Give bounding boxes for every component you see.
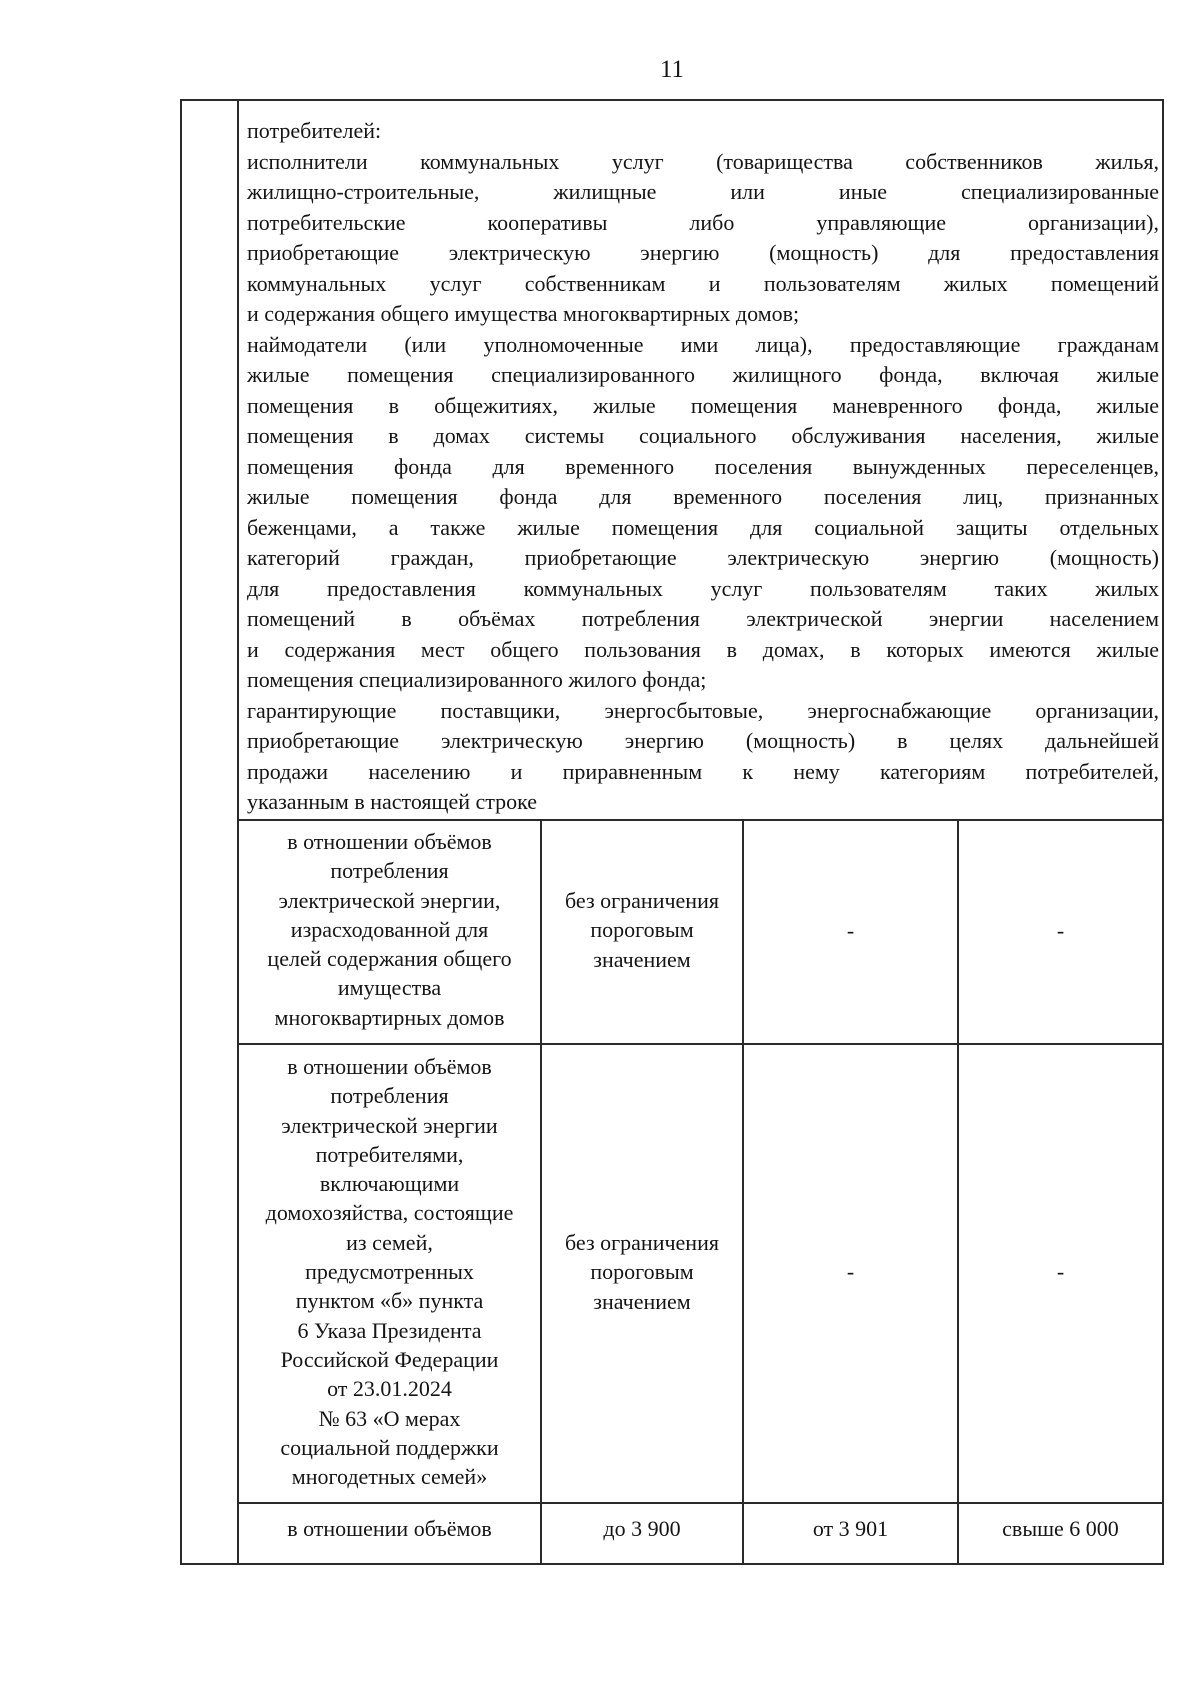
row3-mid-cell (744, 1514, 957, 1543)
text-line: помещения специализированного жилого фонда; (247, 667, 707, 692)
text-line: многодетных семей» (291, 1464, 488, 1490)
text-line: потребителями, (315, 1141, 464, 1167)
dash-value: - (1056, 1259, 1065, 1284)
text-line: помещения фонда для временного поселения вынужденных переселенцев, (247, 453, 1159, 479)
text-line: до 3 900 (603, 1516, 681, 1541)
range-value: свыше 6 000 (1002, 1516, 1119, 1541)
text-line: наймодатели (или уполномоченные ими лица), предоставляющие гражданам (247, 331, 1159, 357)
row2-description-cell (239, 1052, 540, 1491)
text-line: целей содержания общего (267, 946, 512, 972)
text-line: коммунальных услуг собственникам и пользователям жилых помещений (247, 270, 1159, 296)
text-line: потребления (330, 1083, 449, 1109)
text-line: социальной поддержки (280, 1434, 499, 1460)
row1-threshold-cell (542, 886, 742, 974)
row-divider-intro (237, 819, 1164, 821)
text-line: для предоставления коммунальных услуг пользователям таких жилых (247, 575, 1159, 601)
text-line: жилые помещения специализированного жилищного фонда, включая жилые (247, 362, 1159, 387)
text-line: значением (593, 946, 691, 972)
text-line: продажи населению и приравненным к нему категориям потребителей, (247, 758, 1159, 784)
text-line: 6 Указа Президента (297, 1317, 482, 1343)
text-line: указанным в настоящей строке (247, 789, 538, 814)
text-line: № 63 «О мерах (318, 1405, 461, 1431)
text-line: приобретающие электрическую энергию (мощность) для предоставления (247, 240, 1159, 265)
text-line: имущества (337, 975, 442, 1001)
text-line: беженцами, а также жилые помещения для социальной защиты отдельных (247, 514, 1159, 540)
text-line: Российской Федерации (280, 1346, 499, 1372)
text-line: электрической энергии, (278, 887, 501, 913)
text-line: предусмотренных (305, 1259, 474, 1285)
text-line: без ограничения (565, 888, 719, 913)
row-divider-2 (237, 1502, 1164, 1504)
text-line: включающими (319, 1171, 460, 1197)
text-line: и содержания мест общего пользования в домах, в которых имеются жилые (247, 636, 1159, 662)
text-line: жилые помещения фонда для временного поселения лиц, признанных (247, 484, 1159, 509)
text-line: израсходованной для (290, 916, 489, 942)
consumer-categories-text (247, 116, 1159, 818)
row-divider-1 (237, 1043, 1164, 1045)
row1-mid-cell (744, 916, 957, 945)
text-line: многоквартирных домов (274, 1004, 505, 1030)
row2-threshold-cell (542, 1228, 742, 1316)
row1-high-cell (959, 916, 1162, 945)
row3-threshold-cell (542, 1514, 742, 1543)
text-line: и содержания общего имущества многоквартирных домов; (247, 301, 800, 326)
text-line: категорий граждан, приобретающие электрическую энергию (мощность) (247, 545, 1159, 570)
text-line: пунктом «б» пункта (295, 1288, 484, 1314)
text-line: без ограничения (565, 1230, 719, 1255)
row3-description-cell (239, 1514, 540, 1543)
text-line: помещения в домах системы социального обслуживания населения, жилые (247, 423, 1159, 448)
range-value: от 3 901 (812, 1516, 889, 1541)
text-line: значением (593, 1288, 691, 1314)
text-line: потребительские кооперативы либо управляющие организации), (247, 209, 1159, 235)
row2-mid-cell (744, 1257, 957, 1286)
text-line: пороговым (590, 917, 694, 943)
text-line: электрической энергии (281, 1112, 498, 1138)
text-line: в отношении объёмов (287, 1516, 492, 1541)
text-line: домохозяйства, состоящие (265, 1200, 514, 1226)
row3-high-cell (959, 1514, 1162, 1543)
text-line: в отношении объёмов (287, 829, 492, 854)
text-line: потребления (330, 858, 449, 884)
page-number: 11 (659, 56, 685, 83)
row2-high-cell (959, 1257, 1162, 1286)
text-line: из семей, (346, 1229, 433, 1255)
dash-value: - (846, 1259, 855, 1284)
text-line: в отношении объёмов (287, 1054, 492, 1079)
text-line: гарантирующие поставщики, энергосбытовые, энергоснабжающие организации, (247, 697, 1159, 723)
text-line: помещений в объёмах потребления электрической энергии населением (247, 606, 1159, 631)
dash-value: - (846, 918, 855, 943)
text-line: приобретающие электрическую энергию (мощность) в целях дальнейшей (247, 728, 1159, 753)
text-line: исполнители коммунальных услуг (товарищества собственников жилья, (247, 148, 1159, 174)
row1-description-cell (239, 827, 540, 1032)
text-line: жилищно-строительные, жилищные или иные специализированные (247, 179, 1159, 204)
text-line: пороговым (590, 1259, 694, 1285)
text-line: от 23.01.2024 (327, 1376, 452, 1402)
text-line: помещения в общежитиях, жилые помещения маневренного фонда, жилые (247, 392, 1159, 418)
dash-value: - (1056, 918, 1065, 943)
text-line: потребителей: (247, 118, 382, 143)
